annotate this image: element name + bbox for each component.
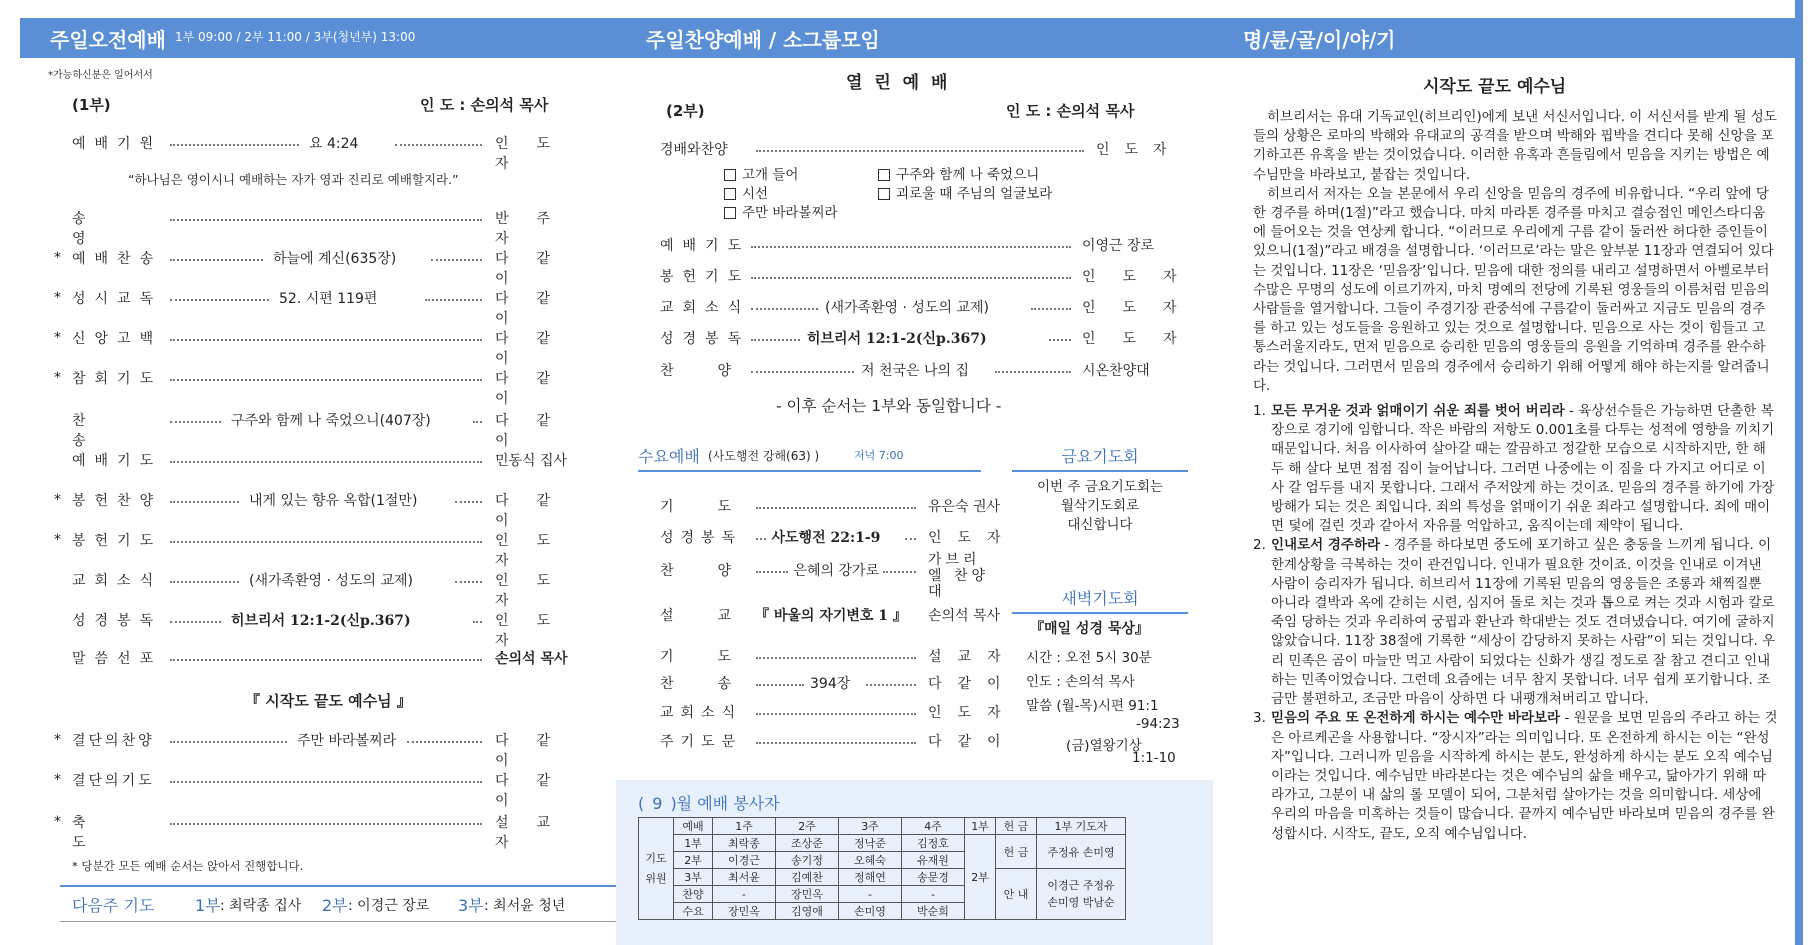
leader-label: 인 도 : 손의석 목사: [1006, 102, 1135, 120]
row-responsible: 다같이: [495, 331, 579, 367]
header-title: 주일오전예배: [50, 28, 166, 52]
story-title: 시작도 끝도 예수님: [1423, 77, 1567, 97]
open-worship-title: 열 린 예 배: [846, 73, 951, 93]
standing-mark: *: [54, 370, 61, 386]
service-row: [20, 730, 620, 769]
service-row: [20, 648, 620, 670]
row-responsible: 인도자: [495, 613, 579, 649]
row-responsible: 민동식 집사: [495, 453, 568, 469]
next-week-prayer: [60, 885, 620, 922]
row-name: 참회기도: [72, 371, 163, 387]
friday-text: 이번 주 금요기도회는 월삭기도회로 대신합니다: [1037, 479, 1163, 533]
row-name: 예배기도: [72, 453, 163, 469]
service-row: [20, 368, 620, 407]
standing-mark: *: [54, 814, 61, 830]
service-row: [20, 208, 620, 247]
row-name: 찬양: [660, 363, 776, 379]
standing-note: *가능하신분은 일어서서: [48, 70, 153, 81]
standing-mark: *: [54, 732, 61, 748]
row-responsible: 인도자: [495, 136, 579, 172]
row-responsible: 다같이: [495, 493, 579, 529]
row-responsible: 유은숙 권사: [928, 499, 1001, 515]
volunteer-table: 기도위원 예배 1주 2주 3주 4주 1부 헌 금 1부 기도자 1부 최락종 조상준 정낙준 김정호 2부 헌 금 주정유 손미영 2부 이경근 송기정 오혜숙 유재원 3부 최서윤 김예찬 정해연 송문경 안 내 이경근 주정유 손미영 박남순 찬양 - 장민옥 - - 수요 장민옥 김영애 손미영 박순희: [638, 817, 1126, 920]
row-responsible: 다같이: [495, 251, 579, 287]
row-content: 394장: [810, 676, 851, 692]
song-list-right: [878, 166, 1052, 204]
row-content: 52. 시편 119편: [279, 291, 378, 307]
next-2-label: 2부: [322, 896, 348, 915]
standing-mark: *: [54, 290, 61, 306]
row-name: 결단의기도: [72, 773, 155, 789]
checkbox-icon: [724, 188, 736, 200]
next-2-value: : 이경근 장로: [348, 898, 430, 914]
checkbox-icon: [878, 188, 890, 200]
song-item: 주만 바라볼찌라: [724, 204, 838, 223]
service-row: [20, 570, 620, 609]
dawn-friday-end: 1:1-10: [1132, 750, 1176, 766]
wednesday-subtitle: (사도행전 강해(63) ): [708, 449, 820, 463]
row-name: 봉헌찬양: [72, 493, 163, 509]
next-week-label: 다음주 기도: [72, 896, 155, 915]
row-name: 찬양: [660, 563, 776, 579]
song-item: 시선: [724, 185, 838, 204]
row-responsible: 손의석 목사: [495, 651, 568, 667]
row-responsible: 인도자: [1082, 331, 1204, 347]
dawn-word-end: -94:23: [1136, 716, 1180, 732]
row-content: 주만 바라볼찌라: [297, 733, 397, 749]
story-header: [1213, 18, 1798, 58]
sermon-title: 『 시작도 끝도 예수님 』: [245, 692, 412, 710]
story-column: [1213, 0, 1814, 945]
row-content: 저 천국은 나의 집: [861, 363, 970, 379]
row-name: 교회소식: [660, 705, 743, 721]
service-row: [616, 297, 1213, 319]
service-row: [20, 410, 620, 449]
row-content: 히브리서 12:1-2(신p.367): [807, 331, 987, 347]
morning-worship-header: [20, 18, 620, 58]
service-row: [20, 288, 620, 327]
service-row: [20, 770, 620, 809]
row-responsible: 다같이: [928, 734, 1017, 750]
row-name: 교회소식: [660, 300, 751, 316]
praise-worship-column: [616, 0, 1213, 945]
right-edge-strip: [1795, 0, 1803, 945]
list-item-2: 2. 인내로서 경주하라 - 경주를 하다보면 중도에 포기하고 싶은 충동을 느끼게 됩니다. 이 한계상황을 극복하는 것이 관건입니다. 인내가 필요한 것이죠. 이것을 인내로 이겨낸 사람이 승리자가 됩니다. 히브리서 11장에 기록된 믿음의 영웅들은 조롱과 채찍질뿐 아니라 결박과 옥에 갇히는 시련, 심지어 돌로 치는 것과 톱으로 켜는 것과 시험과 칼로 죽임 당하는 것과 우리하여 궁핍과 환난과 학대받는 것도 견뎌냈습니다. 여기에 굴하지 않았습니다. 11장 38절에 기록한 “세상이 감당하지 못하는 사람”이 되는 것입니다. 우리 민족은 곰이 마늘만 먹고 사람이 되었다는 신화가 생길 정도로 잘 참고 견디고 인내하는 민족이었습니다. 그런데 요즘에는 너무 참지 못합니다. 너무 쉽게 포기합니다. 조금만 불편하고, 조금만 마음이 상하면 다 내팽개쳐버리고 맙니다.: [1253, 537, 1776, 708]
service-row: [20, 248, 620, 287]
row-name: 설교: [660, 608, 776, 624]
service-row: [20, 133, 620, 172]
wednesday-title: 수요예배: [638, 447, 700, 466]
row-responsible: 인도자: [495, 573, 579, 609]
row-name: 성시교독: [72, 291, 163, 307]
standing-mark: *: [54, 492, 61, 508]
row-name: 예배기도: [660, 238, 751, 254]
row-name: 성경봉독: [72, 613, 163, 629]
dawn-friday: (금)열왕기상: [1066, 738, 1142, 754]
row-name: 예배찬송: [72, 251, 163, 267]
service-row: [616, 328, 1213, 350]
service-row: [20, 450, 620, 472]
row-responsible: 시온찬양대: [1082, 363, 1150, 379]
next-1-label: 1부: [195, 896, 221, 915]
group-cell: 기도위원: [639, 818, 674, 920]
row-responsible: 다같이: [495, 733, 579, 769]
row-responsible: 다같이: [495, 413, 579, 449]
row-responsible: 인도자: [1096, 142, 1182, 158]
row-name: 송영: [72, 211, 132, 247]
dawn-subtitle: 『매일 성경 묵상』: [1030, 621, 1149, 637]
service-row: [616, 266, 1213, 288]
next-3-label: 3부: [458, 896, 484, 915]
row-name: 성경봉독: [660, 530, 743, 546]
row-responsible: 반주자: [495, 211, 579, 247]
row-content: 요 4:24: [309, 136, 359, 152]
session-label: (2부): [666, 102, 705, 120]
row-content: 『 바울의 자기변호 1 』: [755, 608, 907, 624]
song-item: 괴로울 때 주님의 얼굴보라: [878, 185, 1052, 204]
row-content: 은혜의 강가로: [793, 563, 880, 579]
paragraph-2: 히브리서 저자는 오늘 본문에서 우리 신앙을 믿음의 경주에 비유합니다. “우리 앞에 당한 경주를 하며(1절)”라고 했습니다. 마치 마라톤 경주를 마치고 결승점인 메인스타디움에 들어오는 것을 연상케 합니다. “이러므로 우리에게 구름 같이 둘러싼 허다한 증인들이 있으니(1절)”라고 배경을 설명합니다. ‘이러므로’라는 말은 앞부분 11장과 연결되어 있다는 것입니다. 11장은 ‘믿음장’입니다. 믿음에 대한 정의를 내리고 설명하면서 아벨로부터 수많은 무명의 성도에 이르기까지, 마치 명예의 전당에 기록된 영웅들의 이름처럼 믿음의 사람들을 열거합니다. 그들이 주경기장 관중석에 구름같이 둘러싸고 지금도 믿음의 경주를 하고 있는 성도들을 응원하고 있는 것으로 설명합니다. 믿음으로 사는 것이 힘들고 고통스러울지라도, 먼저 믿음으로 승리한 믿음의 영웅들의 응원을 기억하며 경주를 완수하라는 것입니다. 그러면서 믿음의 경주에서 승리하기 위해 어떻게 해야 하는지를 알려줍니다.: [1253, 185, 1774, 394]
service-row: [20, 530, 620, 569]
row-responsible: 인도자: [1082, 300, 1204, 316]
song-item: 고개 들어: [724, 166, 838, 185]
row-name: 말씀선포: [72, 651, 163, 667]
next-3-value: : 최서윤 청년: [484, 898, 566, 914]
standing-mark: *: [54, 250, 61, 266]
dawn-title: 새벽기도회: [1061, 589, 1139, 608]
row-name: 기도: [660, 649, 776, 665]
paragraph-1: 히브리서는 유대 기독교인(히브리인)에게 보낸 서신서입니다. 이 서신서를 받게 될 성도들의 상황은 로마의 박해와 유대교의 공격을 받으며 박해와 핍박을 견디다 못해 신앙을 포기하고픈 유혹을 받는 것이었습니다. 이러한 유혹과 흔들림에서 믿음을 지키는 방법은 예수님만을 바라보고, 붙잡는 것입니다.: [1253, 109, 1777, 183]
row-name: 성경봉독: [660, 331, 751, 347]
header-title: 명/륜/골/이/야/기: [1243, 28, 1396, 52]
friday-title: 금요기도회: [1061, 447, 1139, 466]
song-item: 구주와 함께 나 죽었으니: [878, 166, 1052, 185]
row-name: 경배와찬양: [660, 142, 728, 158]
list-item-3: 3. 믿음의 주요 또 온전하게 하시는 예수만 바라보라 - 원문을 보면 믿음의 주라고 하는 것은 아르케곤을 사용합니다. “장시자”라는 의미입니다. 또 온전하게 하시는 이는 “완성자”입니다. 그러니까 믿음을 시작하게 하시는 분도, 완성하게 하시는 분도 오직 예수님이라는 것입니다. 예수님만 바라본다는 것은 예수님의 삶을 배우고, 닮아가기 위해 따라가고, 그분이 내 삶의 롤 모델이 되어, 그분처럼 살아가는 것을 의미합니다. 세상에 우리의 마음을 미혹하는 것들이 많습니다. 끝까지 예수님만 바라보며 믿음의 경주를 완성합시다. 시작도, 끝도, 오직 예수님입니다.: [1253, 710, 1778, 842]
service-row: [616, 235, 1213, 257]
friday-header: [1012, 444, 1188, 472]
row-responsible: 인도자: [928, 705, 1017, 721]
row-content: 구주와 함께 나 죽었으니(407장): [231, 413, 431, 429]
row-responsible: 인도자: [495, 533, 579, 569]
dawn-header: [1012, 586, 1188, 614]
row-name: 교회소식: [72, 573, 163, 589]
row-content: (새가족환영 · 성도의 교제): [249, 573, 413, 589]
volunteer-title: ( 9 )월 예배 봉사자: [638, 794, 780, 813]
checkbox-icon: [724, 169, 736, 181]
row-responsible: 다같이: [495, 371, 579, 407]
list-item-1: 1. 모든 무거운 것과 얽매이기 쉬운 죄를 벗어 버리라 - 육상선수들은 가능하면 단촐한 복장으로 경기에 임합니다. 작은 바람의 저항도 0.001초를 다투는 성적에 영향을 끼치기 때문입니다. 처음 이사하여 살아갈 때는 깔끔하고 정갈한 모습으로 시작하지만, 한 해 두 해 살다 보면 점점 짐이 늘어납니다. 그러면 나중에는 이 짐을 다 가지고 어디로 이사 갈 엄두를 내지 못합니다. 그래서 주저앉게 하는 것이죠. 믿음의 경주를 하기에 가장 방해가 되는 것은 죄입니다. 죄의 특성을 얽매이기 쉬운 죄라고 설명합니다. 죄에 매이면 덫에 걸린 것과 같아서 자유를 억압하고, 움직이는데 제약이 됩니다.: [1253, 403, 1775, 535]
row-responsible: 이영근 장로: [1082, 238, 1155, 254]
header-title: 주일찬양예배 / 소그룹모임: [646, 28, 880, 52]
praise-worship-header: [616, 18, 1213, 58]
song-list-left: [724, 166, 838, 223]
service-row: [616, 360, 1213, 382]
row-name: 기도: [660, 499, 776, 515]
row-responsible: 다같이: [495, 291, 579, 327]
row-responsible: 다같이: [495, 773, 579, 809]
standing-mark: *: [54, 330, 61, 346]
row-responsible: 인도자: [928, 530, 1017, 546]
row-content: 내게 있는 향유 옥합(1절만): [249, 493, 418, 509]
row-responsible: 손의석 목사: [928, 608, 1001, 624]
dawn-details: 시간 : 오전 5시 30분 인도 : 손의석 목사 말씀 (월-목)시편 91:1: [1026, 650, 1159, 714]
leader-label: 인 도 : 손의석 목사: [420, 96, 549, 114]
checkbox-icon: [878, 169, 890, 181]
row-content: 사도행전 22:1-9: [771, 530, 881, 546]
row-name: 결단의찬양: [72, 733, 155, 749]
row-content: (새가족환영 · 성도의 교제): [825, 300, 989, 316]
praise-row: [616, 139, 1213, 161]
row-name: 봉헌기도: [660, 269, 751, 285]
row-name: 신앙고백: [72, 331, 163, 347]
row-name: 찬송: [72, 413, 132, 449]
row-name: 예배기원: [72, 136, 163, 152]
row-responsible: 설교자: [495, 815, 579, 851]
footnote: * 당분간 모든 예배 순서는 앉아서 진행합니다.: [72, 859, 304, 873]
story-body: [1253, 108, 1778, 844]
service-row: [20, 812, 620, 851]
morning-worship-column: [20, 0, 620, 945]
standing-mark: *: [54, 772, 61, 788]
row-responsible: 설교자: [928, 649, 1017, 665]
row-responsible: 인도자: [1082, 269, 1204, 285]
header-subtitle: 1부 09:00 / 2부 11:00 / 3부(청년부) 13:00: [175, 30, 416, 44]
next-1-value: : 최락종 집사: [220, 898, 302, 914]
scripture-quote: “하나님은 영이시니 예배하는 자가 영과 진리로 예배할지라.”: [128, 172, 459, 187]
service-row: [20, 610, 620, 649]
wednesday-header: [638, 444, 981, 472]
row-name: 찬송: [660, 676, 776, 692]
after-note: - 이후 순서는 1부와 동일합니다 -: [776, 397, 1002, 415]
checkbox-icon: [724, 207, 736, 219]
session-label: (1부): [72, 96, 111, 114]
row-name: 주기도문: [660, 734, 743, 750]
row-content: 하늘에 계신(635장): [273, 251, 397, 267]
row-content: 히브리서 12:1-2(신p.367): [231, 613, 411, 629]
standing-mark: *: [54, 532, 61, 548]
wednesday-time: 저녁 7:00: [854, 449, 904, 462]
row-responsible: 가브리엘 찬양대: [928, 552, 990, 600]
row-name: 봉헌기도: [72, 533, 163, 549]
row-name: 축도: [72, 815, 132, 851]
service-row: [20, 490, 620, 529]
row-responsible: 다같이: [928, 676, 1017, 692]
service-row: [20, 328, 620, 367]
